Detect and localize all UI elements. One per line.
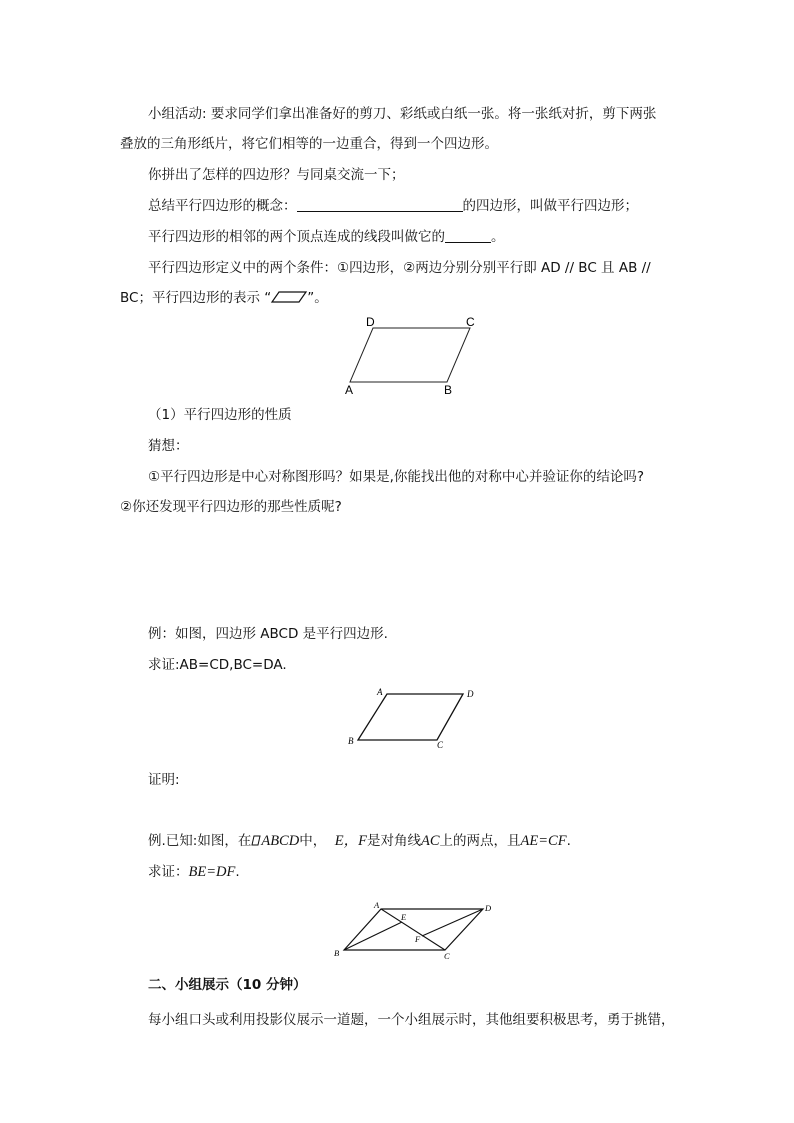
concept-blank	[297, 197, 463, 212]
fig1-label-D: D	[366, 315, 375, 329]
section-group-presentation-heading: 二、小组展示（10 分钟）	[148, 977, 307, 993]
fig3-label-F: F	[415, 934, 421, 944]
guess-label: 猜想：	[148, 438, 189, 454]
example-2-mid-2: 是对角线	[367, 833, 422, 849]
section-properties-heading: （1）平行四边形的性质	[148, 407, 292, 423]
concept-summary-prefix: 总结平行四边形的概念：	[148, 198, 297, 214]
activity-text-line-1: 小组活动: 要求同学们拿出准备好的剪刀、彩纸或白纸一张。将一张纸对折，剪下两张	[148, 106, 657, 122]
fig3-label-B: B	[334, 948, 340, 958]
proof-label: 证明:	[148, 772, 180, 788]
fig1-label-B: B	[444, 383, 453, 397]
fig2-label-C: C	[437, 740, 444, 750]
example-2-prove-prefix: 求证：	[148, 864, 189, 880]
concept-summary	[148, 196, 638, 216]
definition-conditions-line-1: 平行四边形定义中的两个条件：①四边形，②两边分别分别平行即 AD // BC 且 AB //	[148, 260, 651, 276]
guess-question-2: ②你还发现平行四边形的那些性质呢?	[120, 499, 342, 515]
example-2-diagonal: AC	[421, 833, 440, 849]
example-2-prove-end: .	[235, 864, 240, 880]
example-2-mid-3: 上的两点，且	[439, 833, 521, 849]
example-1-statement: 例：如图，四边形 ABCD 是平行四边形.	[148, 626, 388, 642]
example-2-abcd: ABCD	[261, 833, 300, 849]
example-2-condition: AE=CF	[520, 833, 567, 849]
diagonal-blank	[445, 228, 491, 243]
fig2-label-D: D	[467, 689, 474, 699]
example-2-statement	[148, 831, 571, 851]
example-2-prefix: 例.已知:如图，在	[148, 833, 252, 849]
figure-parallelogram-2	[340, 684, 485, 750]
example-2-mid-1: 中，	[299, 833, 327, 849]
presentation-instructions: 每小组口头或利用投影仪展示一道题，一个小组展示时，其他组要积极思考，勇于挑错，	[148, 1012, 675, 1028]
definition-conditions-line-2	[120, 288, 328, 308]
concept-summary-suffix: 的四边形，叫做平行四边形；	[462, 198, 638, 214]
segment-df	[422, 909, 483, 936]
diagonal-definition-suffix: 。	[491, 229, 505, 245]
example-2-end: .	[566, 833, 571, 849]
example-1-prove: 求证:AB=CD,BC=DA.	[148, 657, 287, 673]
fig2-label-B: B	[348, 736, 354, 746]
fig3-label-D: D	[485, 903, 492, 913]
example-2-prove-claim: BE=DF	[188, 864, 236, 880]
notation-suffix: ”。	[307, 290, 328, 306]
diagonal-definition	[148, 227, 505, 247]
parallelogram-1-shape	[350, 328, 470, 382]
example-2-prove	[148, 862, 240, 882]
parallelogram-2-shape	[358, 694, 463, 740]
segment-be	[344, 922, 402, 950]
notation-prefix: BC；平行四边形的表示 “	[120, 290, 272, 306]
example-2-points-ef: E，F	[334, 833, 368, 849]
exchange-question: 你拼出了怎样的四边形？与同桌交流一下；	[148, 167, 405, 183]
parallelogram-symbol-icon	[271, 291, 307, 303]
fig2-label-A: A	[377, 687, 383, 697]
diagonal-definition-prefix: 平行四边形的相邻的两个顶点连成的线段叫做它的	[148, 229, 445, 245]
fig3-label-A: A	[374, 900, 380, 910]
fig3-label-E: E	[401, 912, 407, 922]
fig3-label-C: C	[444, 951, 450, 961]
figure-parallelogram-3	[330, 898, 500, 964]
fig1-label-C: C	[466, 315, 475, 329]
activity-text-line-2: 叠放的三角形纸片，将它们相等的一边重合，得到一个四边形。	[120, 136, 498, 152]
parallelogram-symbol-icon	[251, 835, 261, 846]
fig1-label-A: A	[345, 383, 354, 397]
guess-question-1: ①平行四边形是中心对称图形吗？如果是,你能找出他的对称中心并验证你的结论吗?	[148, 469, 645, 485]
figure-parallelogram-1	[340, 312, 490, 400]
